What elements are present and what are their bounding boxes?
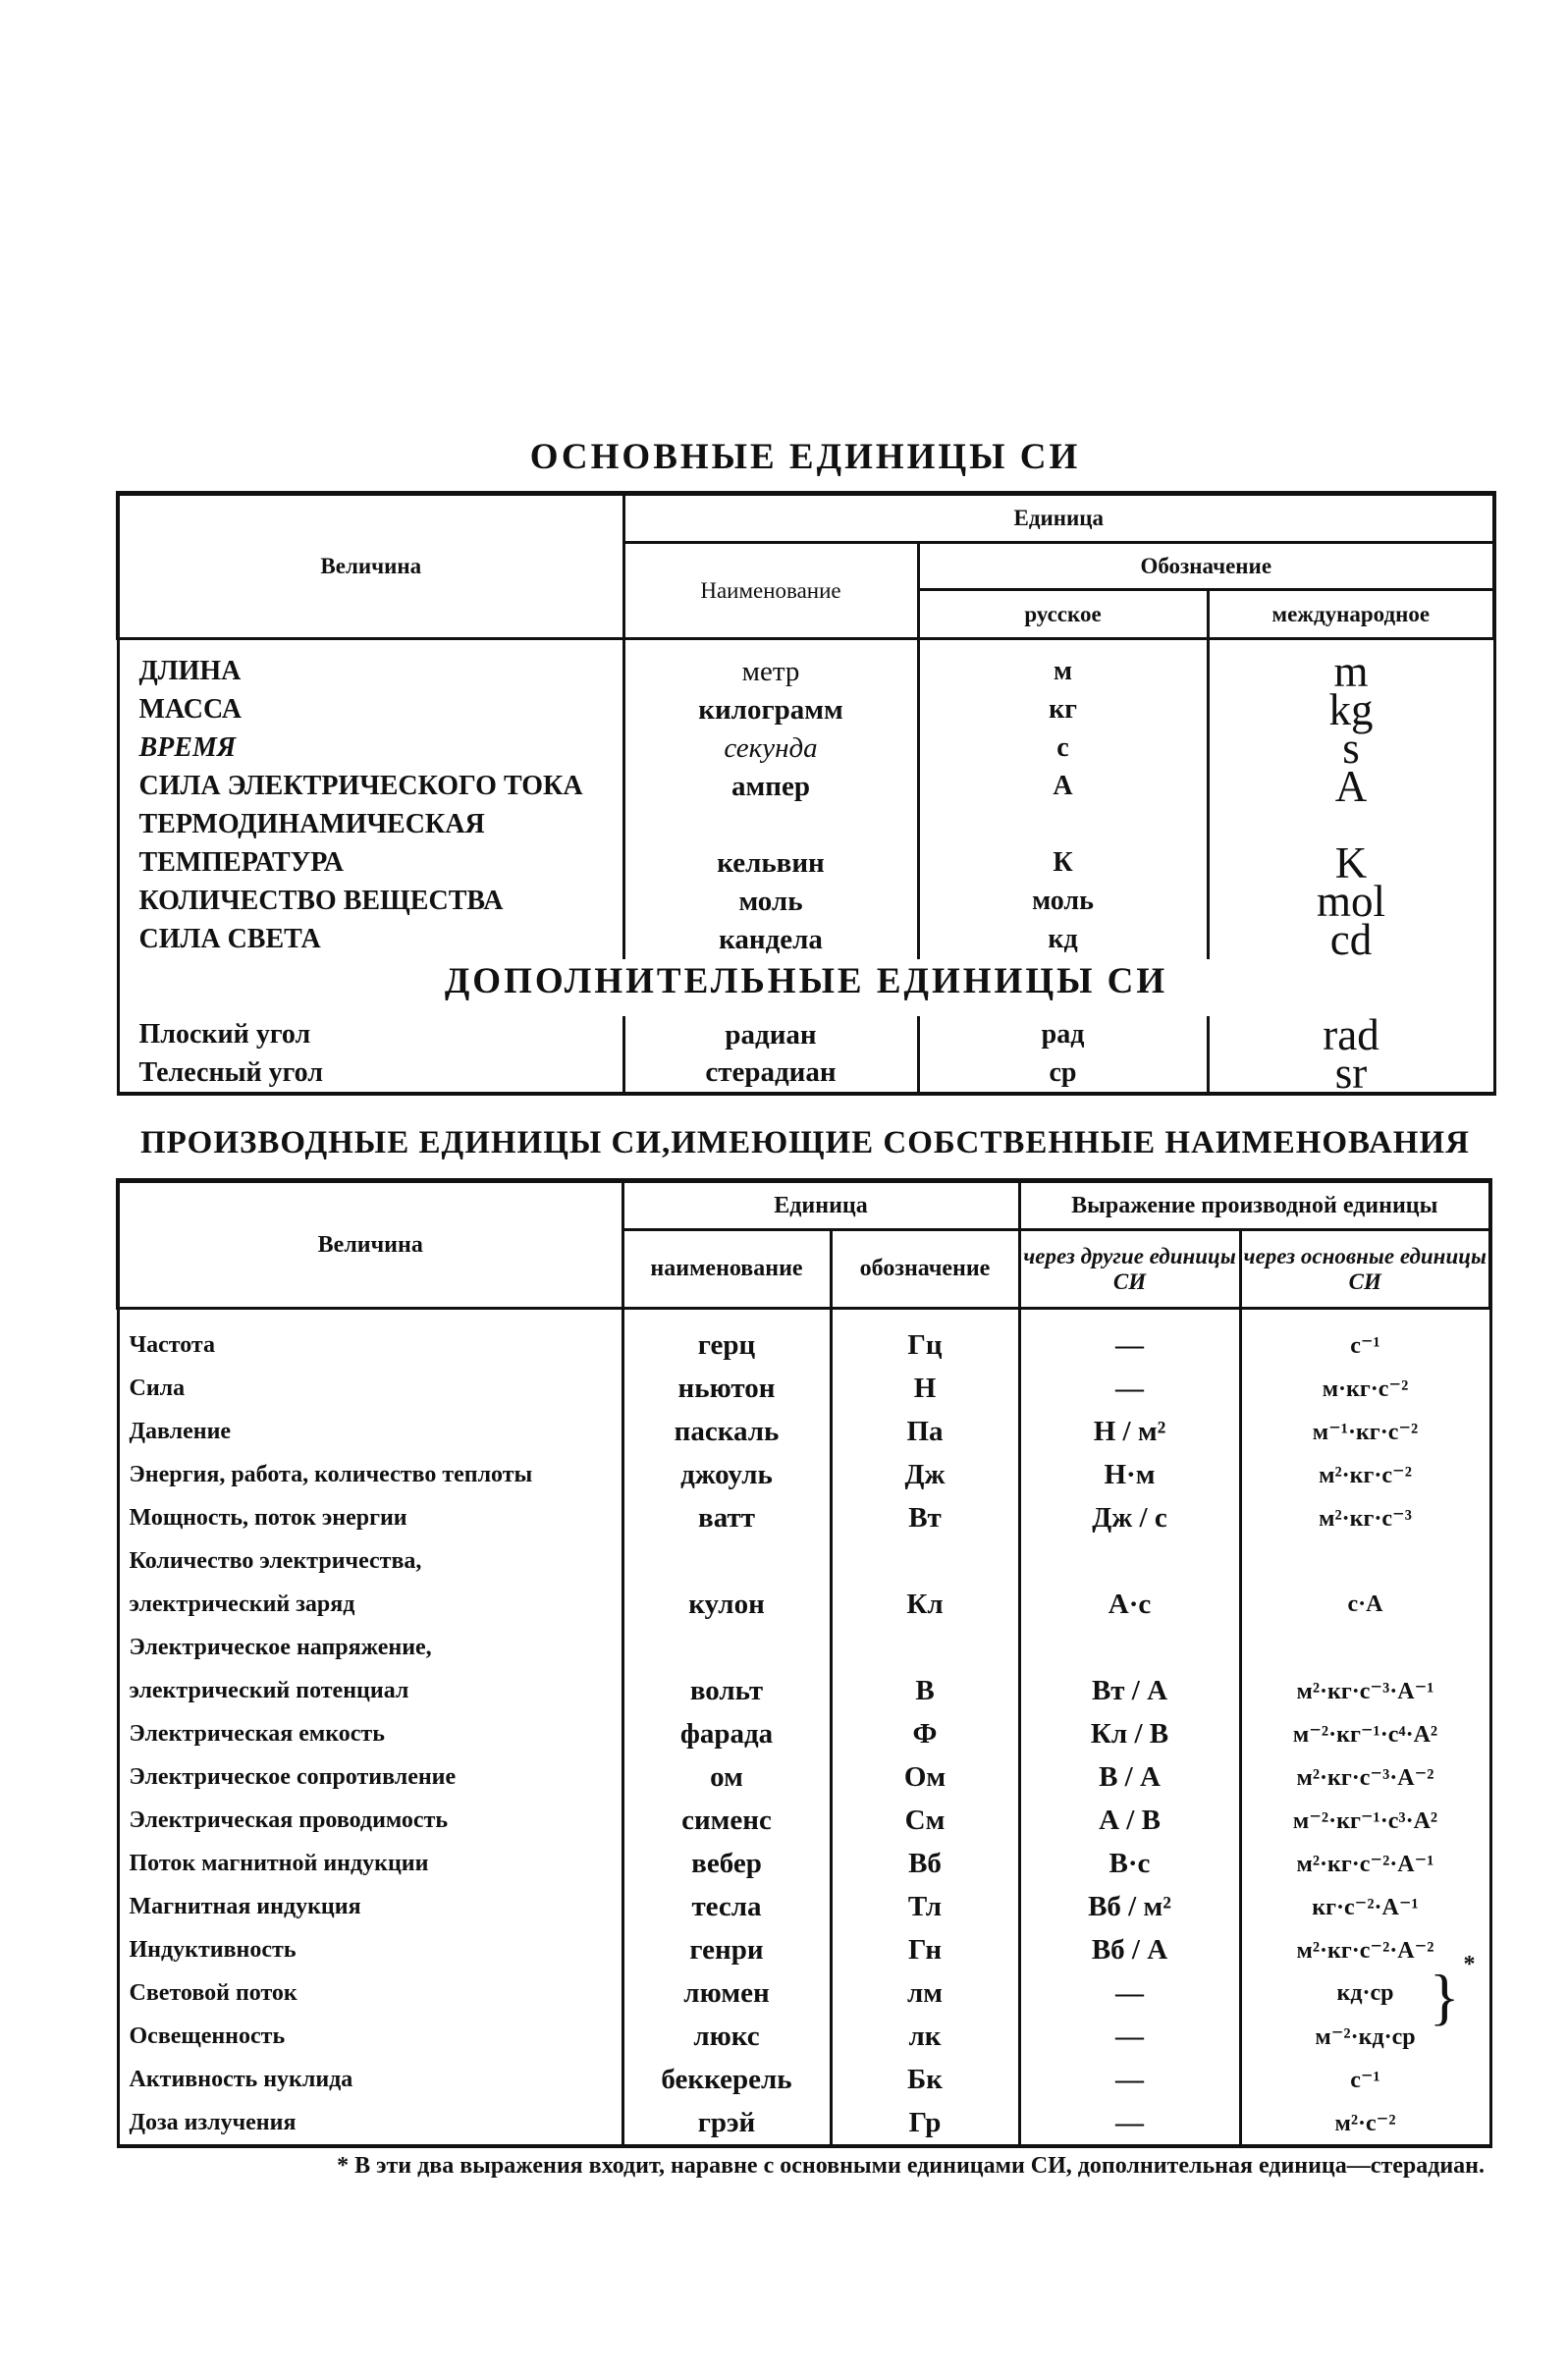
unit-symbol-cell: Н — [831, 1367, 1019, 1410]
table-row — [118, 1016, 1494, 1054]
unit-name-cell: кандела — [623, 921, 918, 959]
unit-symbol-cell: Ф — [831, 1712, 1019, 1755]
table-row — [118, 844, 1494, 883]
quantity-cell: Доза излучения — [118, 2101, 622, 2146]
unit-name-cell: метр — [623, 653, 918, 691]
table-row — [118, 2101, 1490, 2146]
footnote-star: * — [1463, 1952, 1476, 1977]
quantity-cell: Частота — [118, 1309, 622, 1368]
via-base-cell: с⁻¹ — [1240, 1309, 1490, 1368]
via-base-cell: м⁻¹·кг·с⁻² — [1240, 1410, 1490, 1453]
unit-name-cell: кулон — [622, 1583, 831, 1626]
via-base-cell: м·кг·с⁻² — [1240, 1367, 1490, 1410]
unit-symbol-cell: Кл — [831, 1583, 1019, 1626]
quantity-cell: Электрическое напряжение, — [118, 1626, 622, 1669]
quantity-cell: ДЛИНА — [118, 653, 623, 691]
via-base-cell: м²·кг·с⁻² — [1240, 1453, 1490, 1496]
base-units-table — [116, 491, 1496, 1096]
header-expression: Выражение производной единицы — [1019, 1181, 1490, 1230]
via-other-cell: Кл / В — [1019, 1712, 1240, 1755]
via-other-cell: — — [1019, 1971, 1240, 2015]
table-row — [118, 1712, 1490, 1755]
quantity-cell: Энергия, работа, количество теплоты — [118, 1453, 622, 1496]
unit-symbol-cell: Вб — [831, 1842, 1019, 1885]
via-other-cell: Вб / А — [1019, 1928, 1240, 1971]
via-other-cell — [1019, 1626, 1240, 1669]
unit-name-cell: люмен — [622, 1971, 831, 2015]
unit-name-cell: паскаль — [622, 1410, 831, 1453]
via-base-cell: м⁻²·кд·ср — [1240, 2015, 1490, 2058]
header-name: наименование — [622, 1230, 831, 1309]
table-row — [118, 1669, 1490, 1712]
russian-symbol-cell: А — [918, 768, 1208, 806]
russian-symbol-cell: ср — [918, 1054, 1208, 1094]
unit-symbol-cell: Па — [831, 1410, 1019, 1453]
quantity-cell: Световой поток — [118, 1971, 622, 2015]
header-via-other: через другие единицы СИ — [1019, 1230, 1240, 1309]
unit-symbol-cell: Тл — [831, 1885, 1019, 1928]
unit-name-cell: беккерель — [622, 2058, 831, 2101]
unit-name-cell: джоуль — [622, 1453, 831, 1496]
header-symbol: обозначение — [831, 1230, 1019, 1309]
table-row — [118, 691, 1494, 729]
header-international: международное — [1208, 590, 1494, 639]
unit-name-cell: килограмм — [623, 691, 918, 729]
unit-name-cell: ампер — [623, 768, 918, 806]
unit-symbol-cell: Бк — [831, 2058, 1019, 2101]
via-base-cell: кд·ср } * — [1240, 1971, 1490, 2015]
table-row — [118, 921, 1494, 959]
unit-name-cell: грэй — [622, 2101, 831, 2146]
international-symbol-cell: m — [1208, 653, 1494, 691]
via-base-cell: с⁻¹ — [1240, 2058, 1490, 2101]
table-row — [118, 1626, 1490, 1669]
via-other-cell: Н / м² — [1019, 1410, 1240, 1453]
unit-symbol-cell: Гн — [831, 1928, 1019, 1971]
unit-name-cell: тесла — [622, 1885, 831, 1928]
quantity-cell: Индуктивность — [118, 1928, 622, 1971]
unit-name-cell: генри — [622, 1928, 831, 1971]
table-row — [118, 1928, 1490, 1971]
quantity-cell: электрический заряд — [118, 1583, 622, 1626]
unit-name-cell: стерадиан — [623, 1054, 918, 1094]
table-row — [118, 729, 1494, 768]
table-row — [118, 1885, 1490, 1928]
table-row — [118, 1496, 1490, 1539]
quantity-cell: Электрическая емкость — [118, 1712, 622, 1755]
russian-symbol-cell: м — [918, 653, 1208, 691]
header-unit: Единица — [622, 1181, 1019, 1230]
unit-name-cell — [622, 1539, 831, 1583]
via-base-cell: кг·с⁻²·А⁻¹ — [1240, 1885, 1490, 1928]
quantity-cell: МАССА — [118, 691, 623, 729]
via-other-cell: Н·м — [1019, 1453, 1240, 1496]
unit-symbol-cell: лм — [831, 1971, 1019, 2015]
international-symbol-cell: s — [1208, 729, 1494, 768]
unit-symbol-cell: В — [831, 1669, 1019, 1712]
unit-symbol-cell: Гц — [831, 1309, 1019, 1368]
quantity-cell: электрический потенциал — [118, 1669, 622, 1712]
unit-symbol-cell: См — [831, 1799, 1019, 1842]
unit-symbol-cell — [831, 1539, 1019, 1583]
russian-symbol-cell: кг — [918, 691, 1208, 729]
russian-symbol-cell: К — [918, 844, 1208, 883]
russian-symbol-cell: моль — [918, 883, 1208, 921]
unit-name-cell: вебер — [622, 1842, 831, 1885]
unit-name-cell: сименс — [622, 1799, 831, 1842]
header-unit: Единица — [623, 494, 1494, 543]
unit-name-cell: вольт — [622, 1669, 831, 1712]
unit-name-cell: ньютон — [622, 1367, 831, 1410]
international-symbol-cell: A — [1208, 768, 1494, 806]
via-base-cell: м²·с⁻² — [1240, 2101, 1490, 2146]
via-other-cell: Дж / с — [1019, 1496, 1240, 1539]
via-other-cell: В / А — [1019, 1755, 1240, 1799]
quantity-cell: Поток магнитной индукции — [118, 1842, 622, 1885]
via-base-cell: м²·кг·с⁻³·А⁻¹ — [1240, 1669, 1490, 1712]
via-base-cell: м⁻²·кг⁻¹·с³·А² — [1240, 1799, 1490, 1842]
russian-symbol-cell — [918, 806, 1208, 844]
unit-symbol-cell — [831, 1626, 1019, 1669]
unit-name-cell: радиан — [623, 1016, 918, 1054]
via-other-cell: — — [1019, 2015, 1240, 2058]
table-row — [118, 1799, 1490, 1842]
derived-units-title: ПРОИЗВОДНЫЕ ЕДИНИЦЫ СИ,ИМЕЮЩИЕ СОБСТВЕННЫЕ НАИМЕНОВАНИЯ — [140, 1125, 1470, 1160]
via-base-cell: м⁻²·кг⁻¹·с⁴·А² — [1240, 1712, 1490, 1755]
russian-symbol-cell: с — [918, 729, 1208, 768]
via-other-cell: Вт / А — [1019, 1669, 1240, 1712]
table-row — [118, 1842, 1490, 1885]
via-base-cell — [1240, 1626, 1490, 1669]
quantity-cell: ТЕРМОДИНАМИЧЕСКАЯ — [118, 806, 623, 844]
via-other-cell: — — [1019, 1309, 1240, 1368]
quantity-cell: Электрическое сопротивление — [118, 1755, 622, 1799]
unit-name-cell — [623, 806, 918, 844]
unit-name-cell: ом — [622, 1755, 831, 1799]
quantity-cell: Количество электричества, — [118, 1539, 622, 1583]
via-other-cell: В·с — [1019, 1842, 1240, 1885]
table-row — [118, 806, 1494, 844]
via-other-cell: А·с — [1019, 1583, 1240, 1626]
quantity-cell: Освещенность — [118, 2015, 622, 2058]
table-row — [118, 1410, 1490, 1453]
via-base-cell: с·А — [1240, 1583, 1490, 1626]
quantity-cell: Активность нуклида — [118, 2058, 622, 2101]
unit-name-cell: ватт — [622, 1496, 831, 1539]
international-symbol-cell: sr — [1208, 1054, 1494, 1094]
quantity-cell: Телесный угол — [118, 1054, 623, 1094]
via-other-cell: А / В — [1019, 1799, 1240, 1842]
quantity-cell: Плоский угол — [118, 1016, 623, 1054]
table-row — [118, 1453, 1490, 1496]
quantity-cell: СИЛА ЭЛЕКТРИЧЕСКОГО ТОКА — [118, 768, 623, 806]
table-row — [118, 883, 1494, 921]
via-other-cell: — — [1019, 1367, 1240, 1410]
unit-symbol-cell: Гр — [831, 2101, 1019, 2146]
unit-name-cell: секунда — [623, 729, 918, 768]
quantity-cell: КОЛИЧЕСТВО ВЕЩЕСТВА — [118, 883, 623, 921]
table-row — [118, 2015, 1490, 2058]
unit-name-cell: герц — [622, 1309, 831, 1368]
quantity-cell: Давление — [118, 1410, 622, 1453]
quantity-cell: Мощность, поток энергии — [118, 1496, 622, 1539]
table-row — [118, 653, 1494, 691]
unit-name-cell — [622, 1626, 831, 1669]
unit-name-cell: люкс — [622, 2015, 831, 2058]
header-name: Наименование — [623, 543, 918, 639]
table-row — [118, 2058, 1490, 2101]
via-base-cell — [1240, 1539, 1490, 1583]
via-base-cell: м²·кг·с⁻²·А⁻¹ — [1240, 1842, 1490, 1885]
quantity-cell: Электрическая проводимость — [118, 1799, 622, 1842]
international-symbol-cell: mol — [1208, 883, 1494, 921]
brace-mark: } — [1429, 1962, 1460, 2031]
unit-symbol-cell: Вт — [831, 1496, 1019, 1539]
table-row — [118, 1971, 1490, 2015]
quantity-cell: Магнитная индукция — [118, 1885, 622, 1928]
unit-symbol-cell: Ом — [831, 1755, 1019, 1799]
table-row — [118, 1755, 1490, 1799]
supplementary-units-title: ДОПОЛНИТЕЛЬНЫЕ ЕДИНИЦЫ СИ — [444, 961, 1168, 1001]
quantity-cell: ВРЕМЯ — [118, 729, 623, 768]
unit-name-cell: моль — [623, 883, 918, 921]
via-base-cell: м²·кг·с⁻³·А⁻² — [1240, 1755, 1490, 1799]
header-russian: русское — [918, 590, 1208, 639]
via-base-cell: м²·кг·с⁻³ — [1240, 1496, 1490, 1539]
via-base-cell: м²·кг·с⁻²·А⁻² — [1240, 1928, 1490, 1971]
unit-symbol-cell: Дж — [831, 1453, 1019, 1496]
via-other-cell — [1019, 1539, 1240, 1583]
header-quantity: Величина — [118, 494, 623, 639]
quantity-cell: ТЕМПЕРАТУРА — [118, 844, 623, 883]
base-units-title: ОСНОВНЫЕ ЕДИНИЦЫ СИ — [529, 437, 1081, 477]
table-row — [118, 768, 1494, 806]
via-other-cell: Вб / м² — [1019, 1885, 1240, 1928]
russian-symbol-cell: рад — [918, 1016, 1208, 1054]
via-other-cell: — — [1019, 2101, 1240, 2146]
derived-units-table — [116, 1178, 1492, 2148]
international-symbol-cell: K — [1208, 844, 1494, 883]
table-row — [118, 1054, 1494, 1094]
table-row — [118, 1539, 1490, 1583]
unit-name-cell: кельвин — [623, 844, 918, 883]
unit-name-cell: фарада — [622, 1712, 831, 1755]
quantity-cell: Сила — [118, 1367, 622, 1410]
unit-symbol-cell: лк — [831, 2015, 1019, 2058]
international-symbol-cell: rad — [1208, 1016, 1494, 1054]
international-symbol-cell: kg — [1208, 691, 1494, 729]
table-row — [118, 1309, 1490, 1368]
footnote: * В эти два выражения входит, наравне с основными единицами СИ, дополнительная единица—стерадиан. — [337, 2153, 1485, 2179]
via-other-cell: — — [1019, 2058, 1240, 2101]
header-symbol: Обозначение — [918, 543, 1494, 590]
table-row — [118, 1367, 1490, 1410]
quantity-cell: СИЛА СВЕТА — [118, 921, 623, 959]
russian-symbol-cell: кд — [918, 921, 1208, 959]
header-quantity: Величина — [118, 1181, 622, 1309]
header-via-base: через основные единицы СИ — [1240, 1230, 1490, 1309]
table-row — [118, 1583, 1490, 1626]
international-symbol-cell: cd — [1208, 921, 1494, 959]
